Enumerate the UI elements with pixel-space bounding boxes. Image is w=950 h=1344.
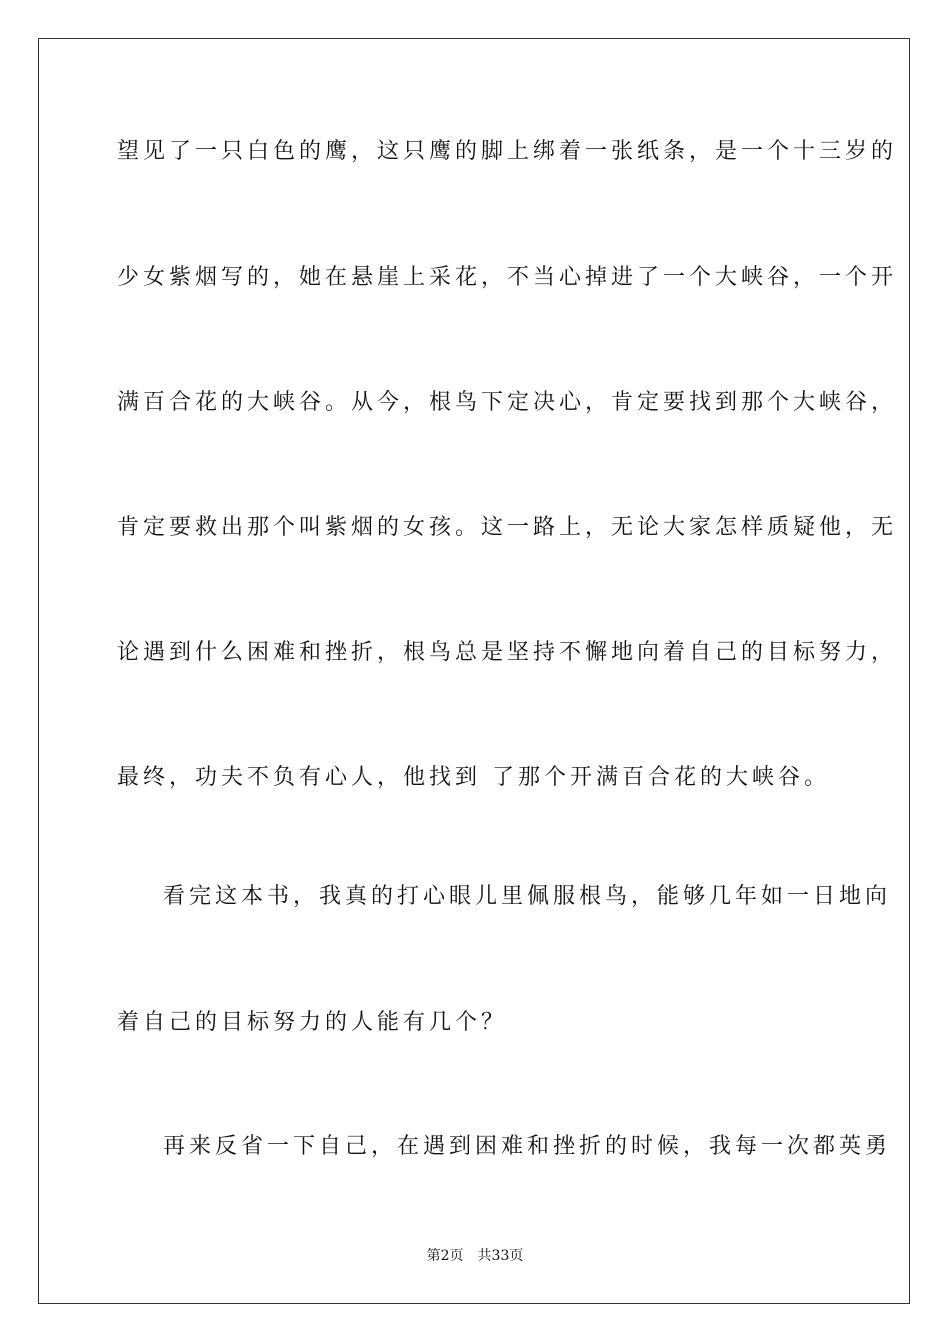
- text-line-4: 肯定要救出那个叫紫烟的女孩。这一路上，无论大家怎样质疑他，无: [117, 515, 898, 540]
- page-border: [38, 38, 910, 1304]
- text-line-2: 少女紫烟写的，她在悬崖上采花，不当心掉进了一个大峡谷，一个开: [117, 265, 898, 290]
- total-pages: 共33页: [477, 1248, 524, 1264]
- text-line-5: 论遇到什么困难和挫折，根鸟总是坚持不懈地向着自己的目标努力，: [117, 640, 898, 665]
- text-line-1: 望见了一只白色的鹰，这只鹰的脚上绑着一张纸条，是一个十三岁的: [117, 139, 898, 164]
- text-line-7: 看完这本书，我真的打心眼儿里佩服根鸟，能够几年如一日地向: [163, 884, 892, 909]
- text-line-6: 最终，功夫不负有心人，他找到 了那个开满百合花的大峡谷。: [117, 765, 830, 790]
- page-footer: [0, 1247, 950, 1265]
- text-line-9: 再来反省一下自己，在遇到困难和挫折的时候，我每一次都英勇: [163, 1134, 892, 1159]
- text-line-3: 满百合花的大峡谷。从今，根鸟下定决心，肯定要找到那个大峡谷，: [117, 390, 898, 415]
- page-number: 第2页: [426, 1248, 464, 1264]
- text-line-8: 着自己的目标努力的人能有几个？: [117, 1010, 508, 1035]
